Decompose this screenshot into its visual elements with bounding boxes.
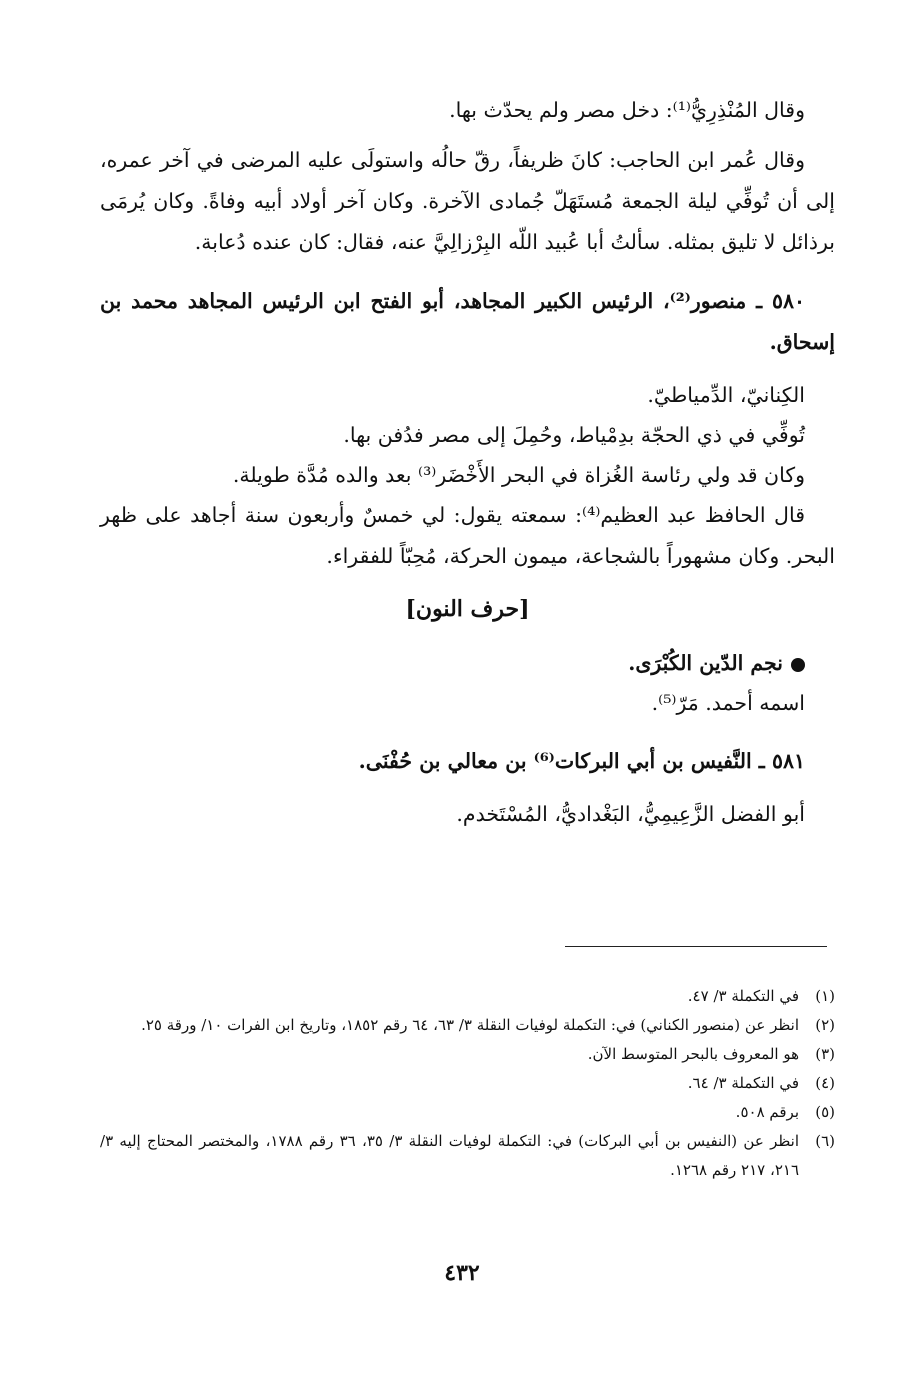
footnote-text: انظر عن (النفيس بن أبي البركات) في: التكملة لوفيات النقلة ٣/ ٣٥، ٣٦ رقم ١٧٨٨، والمختصر المحتاج إليه ٣/ ٢١٦، ٢١٧ رقم ١٢٦٨. xyxy=(100,1132,800,1179)
page-body xyxy=(100,90,835,834)
footnote-text: انظر عن (منصور الكناني) في: التكملة لوفيات النقلة ٣/ ٦٣، ٦٤ رقم ١٨٥٢، وتاريخ ابن الفرات ١٠/ ورقة ٢٥. xyxy=(141,1016,799,1034)
bullet-entry-note: اسمه أحمد. مَرّ⁽⁵⁾. xyxy=(651,691,805,715)
section-heading-nun: [حرف النون] xyxy=(405,596,530,622)
footnote-number: (٢) xyxy=(815,1016,835,1034)
entry-580-title: ٥٨٠ ـ منصور⁽²⁾، الرئيس الكبير المجاهد، أبو الفتح ابن الرئيس المجاهد محمد بن إسحاق. xyxy=(100,289,835,354)
footnote-item xyxy=(100,1098,835,1127)
footnote-number: (٣) xyxy=(815,1045,835,1063)
entry-581-title: ٥٨١ ـ النَّفيس بن أبي البركات⁽⁶⁾ بن معالي بن حُفْنَى. xyxy=(358,749,805,773)
footnote-number: (٥) xyxy=(815,1103,835,1121)
paragraph-ibn-al-hajib: وقال عُمر ابن الحاجب: كانَ ظريفاً، رقّ حالُه واستولَى عليه المرضى في آخر عمره، إلى أن تُوفِّي ليلة الجمعة مُستَهَلّ جُمادى الآخرة. وكان آخر أولاد أبيه وفاةً. وكان يُرمَى برذائل لا تليق بمثله. سألتُ أبا عُبيد اللّه البِرْزالِيَّ عنه، فقال: كان عنده دُعابة. xyxy=(100,148,835,254)
footnote-item xyxy=(100,1069,835,1098)
footnote-text: في التكملة ٣/ ٤٧. xyxy=(687,987,799,1005)
footnote-number: (٦) xyxy=(815,1132,835,1150)
footnotes xyxy=(100,982,835,1185)
bullet-entry-text: نجم الدّين الكُبْرَى. xyxy=(628,651,783,675)
footnote-item xyxy=(100,1127,835,1185)
footnote-text: في التكملة ٣/ ٦٤. xyxy=(687,1074,799,1092)
entry-580-nisba: الكِنانيّ، الدِّمياطيّ. xyxy=(647,383,805,407)
footnote-item xyxy=(100,1040,835,1069)
footnote-number: (٤) xyxy=(815,1074,835,1092)
entry-581-kunya: أبو الفضل الزَّعِيمِيُّ، البَغْداديُّ، المُسْتَخدم. xyxy=(456,802,805,826)
footnote-text: برقم ٥٠٨. xyxy=(735,1103,799,1121)
entry-580-death: تُوفِّي في ذي الحجّة بدِمْياط، وحُمِلَ إلى مصر فدُفن بها. xyxy=(343,423,805,447)
paragraph-mundhiri: وقال المُنْذِرِيُّ⁽¹⁾: دخل مصر ولم يحدّث بها. xyxy=(449,98,805,122)
footnote-number: (١) xyxy=(815,987,835,1005)
footnote-divider xyxy=(565,946,827,947)
footnote-item xyxy=(100,1011,835,1040)
footnote-item xyxy=(100,982,835,1011)
paragraph-hafiz: قال الحافظ عبد العظيم⁽⁴⁾: سمعته يقول: لي خمسٌ وأربعون سنة أجاهد على ظهر البحر. وكان مشهوراً بالشجاعة، ميمون الحركة، مُحِبّاً للفقراء. xyxy=(100,503,835,568)
page-number: ٤٣٢ xyxy=(444,1260,480,1286)
footnote-text: هو المعروف بالبحر المتوسط الآن. xyxy=(587,1045,799,1063)
entry-580-office: وكان قد ولي رئاسة الغُزاة في البحر الأَخْضَر⁽³⁾ بعد والده مُدَّة طويلة. xyxy=(232,463,805,487)
bullet-dot-icon xyxy=(791,658,805,672)
bullet-entry-title xyxy=(100,643,835,683)
